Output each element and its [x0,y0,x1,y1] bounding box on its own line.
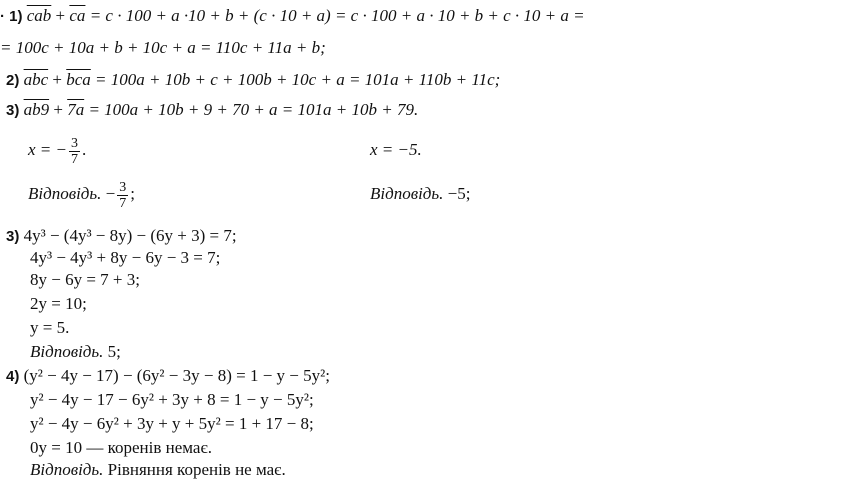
problem-1-expression: = c · 100 + a ·10 + b + (c · 10 + a) = c · 100 + a · 10 + b + c · 10 + a = [85,6,585,25]
answer-value: Рівняння коренів не має. [103,460,286,479]
answer-label: Відповідь. [28,184,102,203]
overline-number-abc: $\overline{abc}$ [23,70,49,89]
answer-right [370,184,470,204]
plus-sign: + [51,6,70,25]
overline-number-7a: 7a [67,100,85,119]
problem-2-expression: = 100a + 10b + c + 100b + 10c + a = 101a + 110b + 11c; [90,70,501,89]
block-4-line-4 [30,438,212,458]
equation-line: 4y³ − (4y³ − 8y) − (6y + 3) = 7; [19,226,237,245]
answer-left [28,178,135,211]
solution-left-x [28,134,86,167]
block-4-label: 4) [6,368,20,385]
fraction-minus-three-sevenths [69,136,80,167]
problem-3-line [6,100,418,121]
equation-line: 8y − 6y = 7 + 3; [30,270,140,289]
overline-number-cab: $\overline{cab}$ [26,6,52,25]
overline-number-bca: $\overline{bca}$ [66,70,91,89]
block-3-line-1 [6,226,237,247]
fraction-numerator: 3 [119,179,127,195]
answer-fraction [117,180,128,211]
equation-line: 4y³ − 4y³ + 8y − 6y − 3 = 7; [30,248,221,267]
answer-label: Відповідь. [30,342,104,361]
plus-sign: + [48,70,67,89]
equation-line: y² − 4y − 6y² + 3y + y + 5y² = 1 + 17 − 8; [30,414,314,433]
problem-2-line [6,70,500,91]
answer-label: Відповідь. [370,184,444,203]
solution-right-x [370,140,422,160]
problem-1-label: · 1) [0,8,23,25]
block-4-line-1 [6,366,330,387]
problem-1-result: = 100c + 10a + b + 10c + a = 110c + 11a + b; [0,38,326,57]
solution-left-x-text: x = − [28,140,67,159]
period: . [82,140,87,159]
solution-right-x-text: x = −5. [370,140,422,159]
plus-sign: + [49,100,68,119]
block-4-answer [30,460,286,480]
answer-value: −5; [443,184,471,203]
equation-line: 2y = 10; [30,294,87,313]
equation-line: y = 5. [30,318,70,337]
problem-3-expression: = 100a + 10b + 9 + 70 + a = 101a + 10b + 79. [84,100,419,119]
answer-label: Відповідь. [30,460,104,479]
problem-2-label: 2) [6,72,20,89]
fraction-denominator: 7 [71,151,78,167]
problem-1-line-1 [0,6,585,27]
overline-number-ab9: ab9 [23,100,50,119]
problem-1-line-2 [0,38,326,58]
overline-number-ca: $\overline{ca}$ [69,6,86,25]
equation-line: y² − 4y − 17 − 6y² + 3y + 8 = 1 − y − 5y²; [30,390,314,409]
block-3-line-5 [30,318,69,338]
problem-3-label: 3) [6,102,20,119]
block-4-line-2 [30,390,314,410]
answer-value: 5; [103,342,121,361]
minus-sign: − [101,184,116,203]
equation-line: (y² − 4y − 17) − (6y² − 3y − 8) = 1 − y − 5y²; [19,366,330,385]
fraction-denominator: 7 [119,195,127,211]
semicolon: ; [130,184,135,203]
block-3-answer [30,342,121,362]
block-3-line-2 [30,248,220,268]
block-3-line-3 [30,270,140,290]
equation-line: 0y = 10 — коренів немає. [30,438,213,457]
fraction-numerator: 3 [71,135,78,151]
block-4-line-3 [30,414,314,434]
block-3-line-4 [30,294,87,314]
block-3-label: 3) [6,228,20,245]
